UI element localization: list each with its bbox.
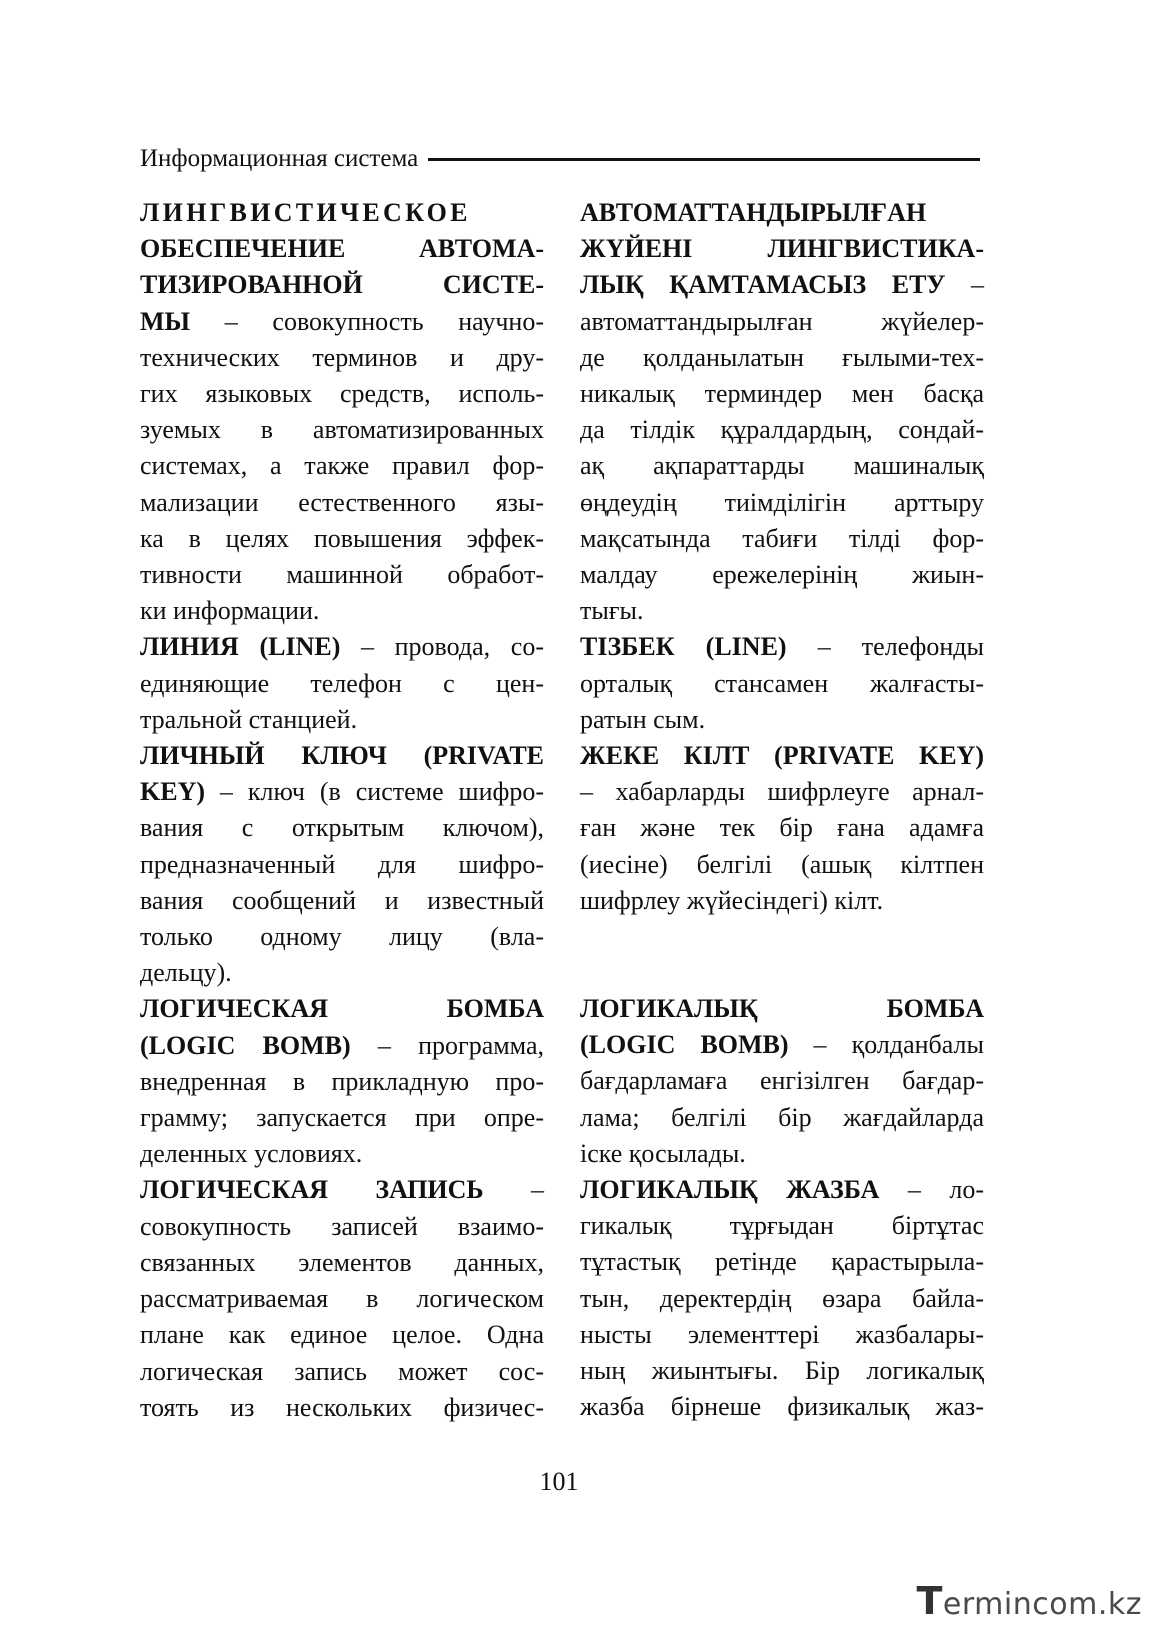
entry-text: ған және тек бір ғана адамға: [580, 813, 984, 843]
entry-term: ЛИНГВИСТИЧЕСКОЕ: [140, 198, 471, 227]
entry-line: [140, 593, 544, 629]
running-header: [140, 145, 980, 173]
entry-line: [580, 847, 984, 883]
watermark-initial: T: [916, 1579, 943, 1623]
entry-line: [140, 1100, 544, 1136]
entry-text: гикалық тұрғыдан біртұтас: [580, 1211, 984, 1241]
entry-text: – телефонды: [786, 632, 984, 662]
entry-line: [580, 485, 984, 521]
entry-line: [580, 883, 984, 919]
dictionary-entry: [140, 991, 544, 1172]
entry-text: – хабарларды шифрлеуге арнал-: [580, 777, 984, 807]
entry-line: [140, 231, 544, 267]
entry-line: [580, 1100, 984, 1136]
entry-line: [140, 485, 544, 521]
entry-text: плане как единое целое. Одна: [140, 1320, 544, 1350]
entry-text: вания сообщений и известный: [140, 885, 544, 915]
entry-text: рассматриваемая в логическом: [140, 1284, 544, 1314]
entry-line: [580, 1244, 984, 1280]
entry-line: [580, 521, 984, 557]
entry-line: [140, 955, 544, 991]
entry-line: [580, 593, 984, 629]
entry-line: [140, 666, 544, 702]
entry-line: [140, 412, 544, 448]
entry-term: ЖЕКЕ КІЛТ (PRIVATE KEY): [580, 741, 984, 771]
entry-term: ЛОГИКАЛЫҚ ЖАЗБА: [580, 1175, 880, 1205]
entry-text: мақсатында табиғи тілді фор-: [580, 523, 984, 553]
dictionary-entry: [580, 1172, 984, 1425]
entry-text: –: [483, 1175, 545, 1205]
entry-line: [140, 1136, 544, 1172]
entry-text: тығы.: [580, 596, 644, 626]
entry-line: [140, 774, 544, 810]
entry-line: [580, 1281, 984, 1317]
entry-text: лама; белгілі бір жағдайларда: [580, 1102, 984, 1132]
entry-line: [580, 738, 984, 774]
entry-line: [140, 1064, 544, 1100]
entry-line: [140, 1028, 544, 1064]
entry-line: [580, 1136, 984, 1172]
entry-line: [140, 738, 544, 774]
entry-text: –: [945, 270, 984, 300]
entry-text: зуемых в автоматизированных: [140, 415, 544, 445]
entry-line: [140, 340, 544, 376]
entry-line: [140, 557, 544, 593]
entry-text: – ключ (в системе шифро-: [205, 777, 544, 807]
dictionary-entry: [140, 738, 544, 991]
entry-term: ЛИЧНЫЙ КЛЮЧ (PRIVATE: [140, 741, 544, 771]
entry-line: [580, 231, 984, 267]
entry-line: [140, 702, 544, 738]
entry-line: [140, 1245, 544, 1281]
entry-term: ЖҮЙЕНІ ЛИНГВИСТИКА-: [580, 234, 984, 264]
entry-text: грамму; запускается при опре-: [140, 1103, 544, 1133]
entry-line: [580, 267, 984, 303]
entry-line: [140, 1172, 544, 1208]
entry-line: [140, 304, 544, 340]
entry-line: [580, 304, 984, 340]
entry-text: никалық терминдер мен басқа: [580, 379, 984, 409]
entry-term: (LOGIC BOMB): [580, 1030, 789, 1060]
entry-line: [140, 1281, 544, 1317]
entry-term: KEY): [140, 777, 205, 807]
entry-text: жазба бірнеше физикалық жаз-: [580, 1392, 984, 1422]
entry-text: гих языковых средств, исполь-: [140, 379, 544, 409]
dictionary-entry: [580, 738, 984, 919]
entry-text: (иесіне) белгілі (ашық кілтпен: [580, 849, 984, 879]
entry-text: бағдарламаға енгізілген бағдар-: [580, 1066, 984, 1096]
entry-term: ЛОГИЧЕСКАЯ БОМБА: [140, 994, 544, 1024]
entry-text: іске қосылады.: [580, 1138, 746, 1168]
dictionary-entry: [140, 629, 544, 738]
entry-line: [140, 267, 544, 303]
entry-text: ның жиынтығы. Бір логикалық: [580, 1356, 984, 1386]
entry-text: системах, а также правил фор-: [140, 451, 544, 481]
entry-text: мализации естественного язы-: [140, 487, 544, 517]
entry-text: тральной станцией.: [140, 704, 358, 734]
entry-term: ЛИНИЯ (LINE): [140, 632, 341, 662]
entry-text: – провода, со-: [340, 632, 544, 662]
entry-line: [580, 1063, 984, 1099]
watermark-text: ermincom.kz: [942, 1587, 1142, 1622]
entry-line: [580, 702, 984, 738]
entry-line: [580, 1172, 984, 1208]
entry-text: предназначенный для шифро-: [140, 849, 544, 879]
entry-line: [140, 376, 544, 412]
left-column: [140, 195, 544, 1426]
entry-text: ақ ақпараттарды машиналық: [580, 451, 984, 481]
entry-text: тын, деректердің өзара байла-: [580, 1283, 984, 1313]
entry-line: [140, 883, 544, 919]
entry-text: логическая запись может сос-: [140, 1356, 544, 1386]
entry-line: [140, 1209, 544, 1245]
entry-term: АВТОМАТТАНДЫРЫЛҒАН: [580, 198, 927, 227]
dictionary-entry: [140, 1172, 544, 1425]
entry-line: [580, 774, 984, 810]
entry-line: [580, 376, 984, 412]
entry-text: единяющие телефон с цен-: [140, 668, 544, 698]
entry-line: [580, 557, 984, 593]
entry-line: [140, 919, 544, 955]
entry-text: только одному лицу (вла-: [140, 922, 544, 952]
entry-text: внедренная в прикладную про-: [140, 1066, 544, 1096]
dictionary-entry: [580, 991, 984, 1172]
header-rule: [428, 158, 980, 161]
entry-line: [580, 195, 984, 231]
right-column: [580, 195, 984, 1426]
site-watermark: [917, 1579, 1143, 1623]
entry-term: ОБЕСПЕЧЕНИЕ АВТОМА-: [140, 234, 544, 264]
entry-line: [140, 629, 544, 665]
entry-text: тивности машинной обработ-: [140, 560, 544, 590]
entry-text: – қолданбалы: [788, 1030, 984, 1060]
entry-text: өңдеудің тиімділігін арттыру: [580, 487, 984, 517]
entry-line: [140, 810, 544, 846]
entry-term: МЫ: [140, 306, 191, 336]
entry-line: [580, 1317, 984, 1353]
entry-line: [140, 521, 544, 557]
entry-text: деленных условиях.: [140, 1139, 363, 1169]
dictionary-entry: [580, 195, 984, 629]
entry-text: технических терминов и дру-: [140, 342, 544, 372]
entry-line: [140, 991, 544, 1027]
entry-text: связанных элементов данных,: [140, 1247, 544, 1277]
entry-term: ЛОГИКАЛЫҚ БОМБА: [580, 994, 984, 1024]
entry-line: [580, 1353, 984, 1389]
entry-line: [580, 666, 984, 702]
entry-text: – программа,: [350, 1030, 544, 1060]
entry-term: ЛЫҚ ҚАМТАМАСЫЗ ЕТУ: [580, 270, 946, 300]
entry-line: [140, 195, 544, 231]
entry-text: шифрлеу жүйесіндегі) кілт.: [580, 885, 884, 915]
entry-line: [580, 448, 984, 484]
entry-text: вания с открытым ключом),: [140, 813, 544, 843]
entry-line: [140, 1390, 544, 1426]
entry-text: ратын сым.: [580, 704, 706, 734]
entry-line: [580, 629, 984, 665]
entry-line: [140, 448, 544, 484]
entry-term: ЛОГИЧЕСКАЯ ЗАПИСЬ: [140, 1175, 484, 1205]
entry-line: [580, 412, 984, 448]
entry-text: совокупность записей взаимо-: [140, 1211, 544, 1241]
entry-line: [580, 1027, 984, 1063]
entry-line: [580, 340, 984, 376]
entry-text: орталық стансамен жалғасты-: [580, 668, 984, 698]
entry-line: [140, 1317, 544, 1353]
entry-line: [580, 810, 984, 846]
entry-text: де қолданылатын ғылыми-тех-: [580, 342, 984, 372]
entry-term: ТІЗБЕК (LINE): [580, 632, 787, 662]
page-number: 101: [539, 1467, 579, 1496]
column-gap: [580, 919, 984, 991]
entry-line: [140, 1354, 544, 1390]
header-title: Информационная система: [140, 145, 419, 172]
dictionary-entry: [140, 195, 544, 629]
entry-line: [580, 1389, 984, 1425]
entry-text: да тілдік құралдардың, сондай-: [580, 415, 984, 445]
entry-text: дельцу).: [140, 958, 232, 988]
entry-term: ТИЗИРОВАННОЙ СИСТЕ-: [140, 270, 544, 300]
entry-line: [140, 847, 544, 883]
entry-text: тұтастық ретінде қарастырыла-: [580, 1247, 984, 1277]
entry-text: тоять из нескольких физичес-: [140, 1392, 544, 1422]
entry-text: малдау ережелерінің жиын-: [580, 560, 984, 590]
entry-line: [580, 1208, 984, 1244]
entry-text: автоматтандырылған жүйелер-: [580, 306, 984, 336]
entry-term: (LOGIC BOMB): [140, 1030, 351, 1060]
entry-text: – совокупность научно-: [190, 306, 544, 336]
entry-text: ка в целях повышения эффек-: [140, 523, 544, 553]
dictionary-entry: [580, 629, 984, 738]
entry-text: – ло-: [879, 1175, 984, 1205]
entry-text: нысты элементтері жазбалары-: [580, 1319, 984, 1349]
entry-text: ки информации.: [140, 596, 320, 626]
entry-line: [580, 991, 984, 1027]
